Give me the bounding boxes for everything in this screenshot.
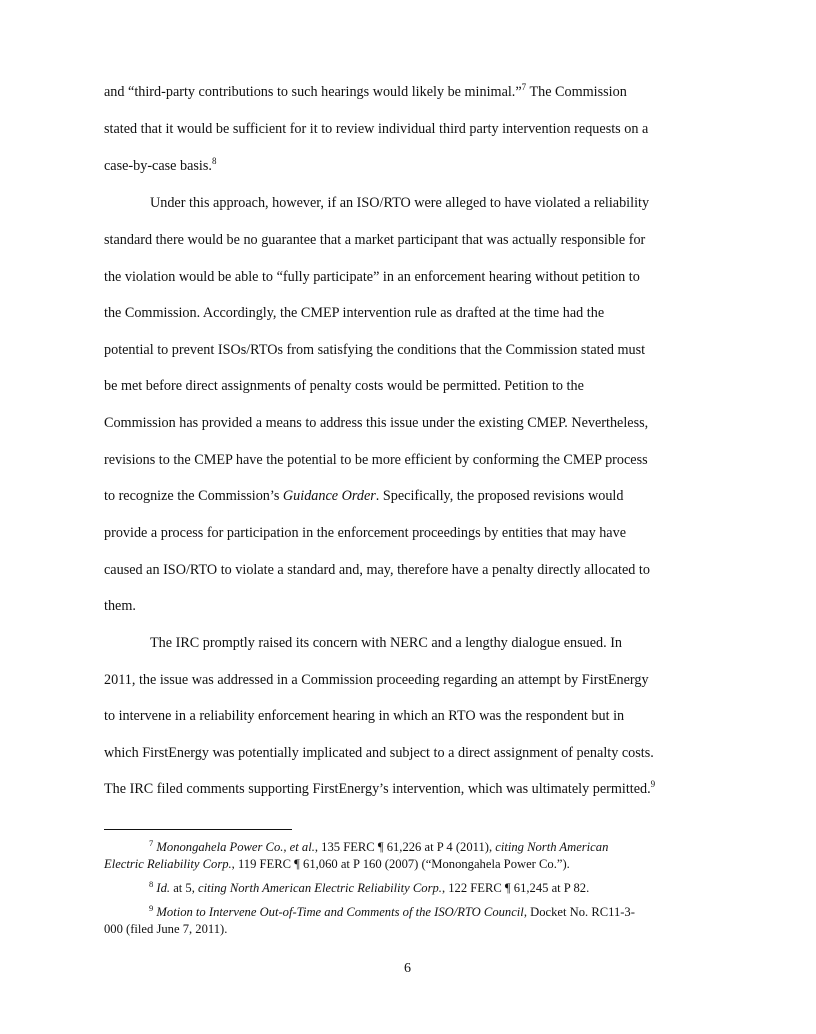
footnote-ref: 8 [211, 156, 217, 166]
footnote-7-cont: Electric Reliability Corp., 119 FERC ¶ 61,060 at P 160 (2007) (“Monongahela Power Co.”). [104, 857, 570, 871]
body-line: which FirstEnergy was potentially implicated and subject to a direct assignment of penalty costs. [104, 745, 654, 761]
body-line: standard there would be no guarantee that a market participant that was actually responsible for [104, 232, 646, 248]
body-line: case-by-case basis.$^8$ [104, 156, 217, 174]
body-line: The IRC filed comments supporting FirstEnergy’s intervention, which was ultimately permitted.$^9$ [104, 779, 656, 797]
footnote-ref: 7 [521, 82, 527, 92]
footnote-ref: 9 [650, 779, 656, 789]
footnote-8: $^8$ Id. at 5, citing North American Electric Reliability Corp., 122 FERC ¶ 61,245 at P 82. [149, 879, 590, 895]
body-line: to intervene in a reliability enforcement hearing in which an RTO was the respondent but in [104, 708, 625, 724]
body-line: the Commission. Accordingly, the CMEP intervention rule as drafted at the time had the [104, 305, 605, 321]
body-line: to recognize the Commission’s Guidance Order. Specifically, the proposed revisions would [104, 488, 624, 504]
footnote-separator [104, 829, 292, 830]
body-line: be met before direct assignments of penalty costs would be permitted. Petition to the [104, 378, 584, 394]
body-line: 2011, the issue was addressed in a Commission proceeding regarding an attempt by FirstEnergy [104, 672, 649, 688]
body-line: provide a process for participation in the enforcement proceedings by entities that may have [104, 525, 626, 541]
page-number: 6 [404, 961, 411, 976]
body-line: them. [104, 598, 136, 614]
footnote-9-cont: 000 (filed June 7, 2011). [104, 922, 228, 936]
body-line: Commission has provided a means to address this issue under the existing CMEP. Nevertheless, [104, 415, 649, 431]
body-line: the violation would be able to “fully participate” in an enforcement hearing without petition to [104, 269, 640, 285]
body-line: and “third-party contributions to such hearings would likely be minimal.”$^7$ The Commission [104, 82, 627, 100]
paragraph-first-line: The IRC promptly raised its concern with NERC and a lengthy dialogue ensued. In [150, 635, 623, 651]
body-line: stated that it would be sufficient for it to review individual third party intervention requests on a [104, 121, 649, 137]
footnote-7: $^7$ Monongahela Power Co., et al., 135 FERC ¶ 61,226 at P 4 (2011), citing North American [149, 838, 609, 854]
footnote-9: $^9$ Motion to Intervene Out-of-Time and Comments of the ISO/RTO Council, Docket No. RC11-3- [149, 903, 635, 919]
body-line: potential to prevent ISOs/RTOs from satisfying the conditions that the Commission stated must [104, 342, 646, 358]
paragraph-first-line: Under this approach, however, if an ISO/RTO were alleged to have violated a reliability [150, 195, 650, 211]
body-line: revisions to the CMEP have the potential to be more efficient by conforming the CMEP process [104, 452, 648, 468]
body-line: caused an ISO/RTO to violate a standard and, may, therefore have a penalty directly allocated to [104, 562, 650, 578]
